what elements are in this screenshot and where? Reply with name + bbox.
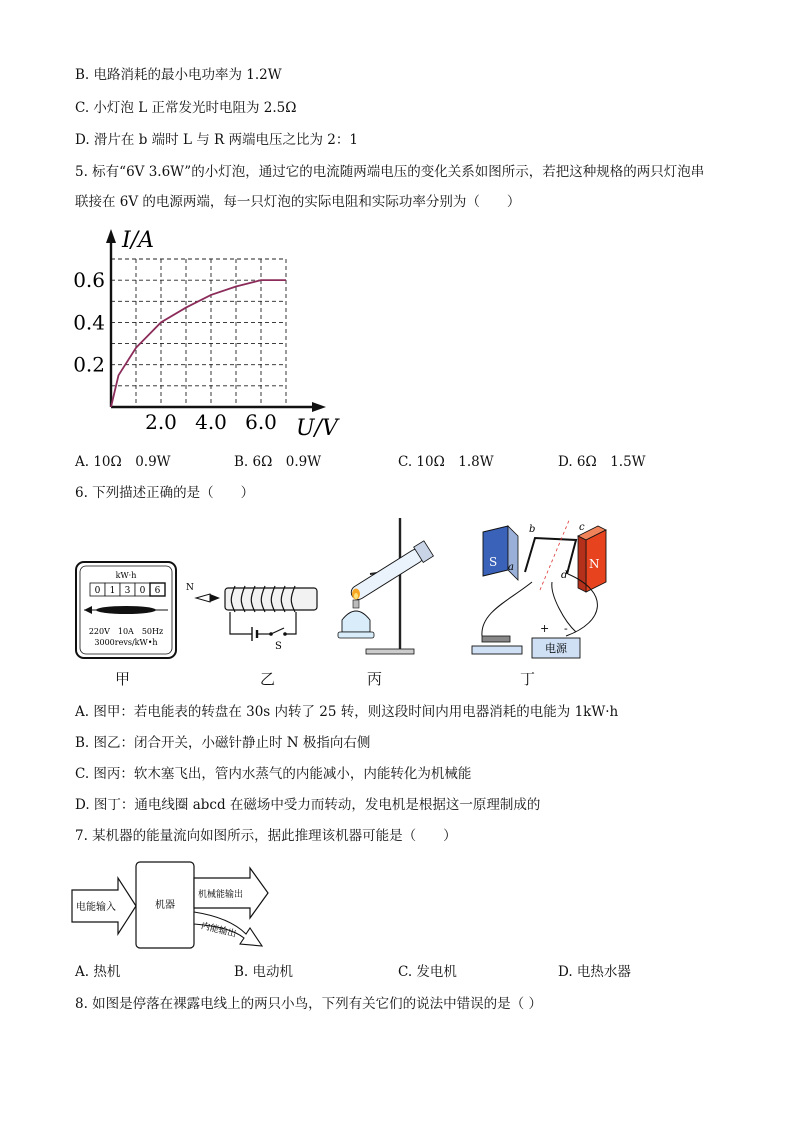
svg-text:d: d	[561, 570, 568, 581]
meter-digit: 0	[94, 586, 101, 596]
switch-s-label: S	[275, 641, 282, 652]
alcohol-lamp	[342, 611, 370, 632]
svg-text:+: +	[540, 622, 550, 635]
q7-option-c: C. 发电机	[398, 964, 457, 980]
solenoid-figure	[186, 583, 317, 652]
chart-xlabel: U/V	[296, 416, 338, 441]
coil-abcd	[525, 538, 576, 574]
energy-input-label: 电能输入	[76, 902, 116, 913]
meter-digit: 6	[154, 586, 161, 596]
meter-constant: 3000revs/kW•h	[94, 638, 158, 647]
q6-option-d: D. 图丁：通电线圈 abcd 在磁场中受力而转动，发电机是根据这一原理制成的	[75, 797, 541, 813]
figure-label-ding: 丁	[520, 670, 536, 688]
q5-option-d: D. 6Ω 1.5W	[558, 454, 646, 470]
q6-option-b: B. 图乙：闭合开关，小磁针静止时 N 极指向右侧	[75, 735, 371, 751]
power-supply-label: 电源	[545, 642, 567, 655]
q5-iu-chart	[68, 225, 348, 445]
q7-option-a: A. 热机	[75, 964, 121, 980]
svg-text:b: b	[529, 524, 536, 535]
meter-digit: 1	[109, 586, 116, 596]
chart-ylabel: I/A	[122, 228, 154, 253]
chart-y-tick-label: 0.2	[73, 352, 105, 377]
compass-needle	[196, 594, 210, 602]
figure-label-jia: 甲	[115, 670, 131, 688]
q6-stem: 6. 下列描述正确的是（ ）	[75, 485, 255, 501]
heat-output-label: 内能输出	[199, 921, 238, 940]
q7-option-b: B. 电动机	[234, 964, 294, 980]
q7-energy-flow-figure	[70, 858, 290, 954]
magnet-n-label: N	[589, 557, 600, 571]
electricity-meter-figure	[76, 562, 176, 658]
mechanical-output-label: 机械能输出	[198, 890, 244, 900]
figure-label-bing: 丙	[367, 670, 383, 688]
svg-text:-: -	[564, 622, 568, 635]
q8-stem: 8. 如图是停落在裸露电线上的两只小鸟，下列有关它们的说法中错误的是（ ）	[75, 996, 542, 1012]
chart-x-tick-label: 4.0	[195, 410, 227, 434]
q6-option-c: C. 图丙：软木塞飞出，管内水蒸气的内能减小，内能转化为机械能	[75, 766, 472, 782]
q4-option-c: C. 小灯泡 L 正常发光时电阻为 2.5Ω	[75, 100, 297, 116]
q7-stem: 7. 某机器的能量流向如图所示，据此推理该机器可能是（ ）	[75, 828, 457, 844]
test-tube-figure	[338, 518, 433, 654]
q5-option-b: B. 6Ω 0.9W	[234, 454, 322, 470]
q6-figures	[70, 512, 730, 690]
chart-x-tick-label: 6.0	[245, 410, 277, 434]
q6-option-a: A. 图甲：若电能表的转盘在 30s 内转了 25 转，则这段时间内用电器消耗的电能为 1kW·h	[75, 704, 619, 720]
svg-text:c: c	[579, 522, 585, 533]
svg-text:a: a	[508, 562, 514, 573]
magnet-s-label: S	[489, 555, 498, 569]
q5-stem-line2: 联接在 6V 的电源两端，每一只灯泡的实际电阻和实际功率分别为（ ）	[75, 194, 521, 210]
q5-stem-line1: 5. 标有“6V 3.6W”的小灯泡，通过它的电流随两端电压的变化关系如图所示，若把这种规格的两只灯泡串	[75, 164, 705, 180]
meter-digit: 3	[124, 586, 131, 596]
figure-label-yi: 乙	[260, 670, 276, 688]
q7-option-d: D. 电热水器	[558, 964, 631, 980]
q4-option-b: B. 电路消耗的最小电功率为 1.2W	[75, 67, 282, 83]
meter-unit: kW·h	[115, 571, 137, 580]
q5-option-c: C. 10Ω 1.8W	[398, 454, 494, 470]
meter-digit: 0	[139, 586, 146, 596]
chart-axes	[106, 229, 326, 412]
chart-y-tick-label: 0.6	[73, 268, 105, 293]
q4-option-d: D. 滑片在 b 端时 L 与 R 两端电压之比为 2：1	[75, 132, 358, 148]
meter-rating: 220V 10A 50Hz	[88, 627, 164, 636]
motor-figure	[472, 518, 606, 658]
chart-x-tick-label: 2.0	[145, 410, 177, 434]
chart-y-tick-label: 0.4	[73, 310, 105, 335]
needle-n-label: N	[186, 583, 194, 593]
machine-label: 机器	[155, 900, 175, 911]
q5-option-a: A. 10Ω 0.9W	[75, 454, 171, 470]
